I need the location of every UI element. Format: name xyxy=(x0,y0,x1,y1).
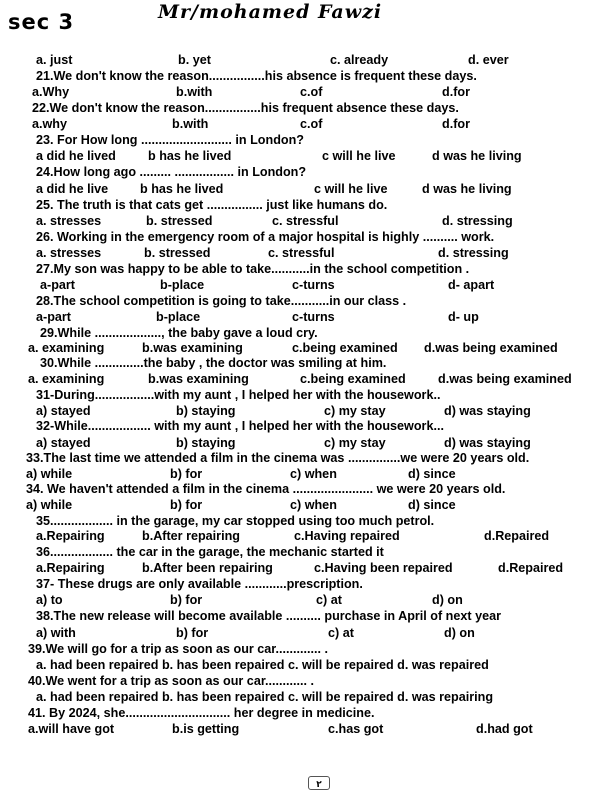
question-text: 24.How long ago ......... ................. in London? xyxy=(36,165,307,179)
answer-option: d- up xyxy=(448,310,479,324)
answer-option: d.Repaired xyxy=(484,529,550,543)
answer-option: b.is getting xyxy=(172,722,240,736)
question-text: a. had been repaired b. has been repaired c. will be repaired d. was repaired xyxy=(36,658,489,672)
answer-option: a.why xyxy=(32,117,67,131)
question-text: 35.................. in the garage, my car stopped using too much petrol. xyxy=(36,514,435,528)
answer-option: a. examining xyxy=(28,341,105,355)
question-text: 29.While ..................., the baby gave a loud cry. xyxy=(40,326,318,340)
question-line xyxy=(0,513,612,529)
answer-choices-row xyxy=(0,592,612,608)
answer-option: d) was staying xyxy=(444,404,531,418)
answer-option: d) on xyxy=(444,626,475,640)
answer-option: d) was staying xyxy=(444,436,531,450)
question-text: 30.While ..............the baby , the doctor was smiling at him. xyxy=(40,356,387,370)
answer-option: d.for xyxy=(442,85,470,99)
question-text: 26. Working in the emergency room of a major hospital is highly .......... work. xyxy=(36,230,495,244)
answer-option: b.After repairing xyxy=(142,529,240,543)
answer-option: c) my stay xyxy=(324,404,386,418)
question-line xyxy=(0,641,612,657)
answer-choices-row xyxy=(0,625,612,641)
answer-option: c.being examined xyxy=(300,372,406,386)
answer-option: c will he live xyxy=(322,149,396,163)
question-line xyxy=(0,293,612,309)
question-line xyxy=(0,261,612,277)
question-line xyxy=(0,450,612,466)
question-text: 23. For How long .......................... in London? xyxy=(36,133,304,147)
answer-option: c.being examined xyxy=(292,341,398,355)
answer-option: d was he living xyxy=(432,149,522,163)
answer-option: c) when xyxy=(290,498,337,512)
answer-option: c) when xyxy=(290,467,337,481)
answer-choices-row xyxy=(0,721,612,737)
question-line xyxy=(0,576,612,592)
question-text: 21.We don't know the reason................his absence is frequent these days. xyxy=(36,69,477,83)
answer-option: d. stressing xyxy=(442,214,513,228)
question-line xyxy=(0,481,612,497)
question-line xyxy=(0,229,612,245)
answer-option: d.for xyxy=(442,117,470,131)
answer-option: d) since xyxy=(408,467,456,481)
question-text: 25. The truth is that cats get ................ just like humans do. xyxy=(36,198,388,212)
answer-choices-row xyxy=(0,371,612,387)
answer-choices-row xyxy=(0,84,612,100)
answer-option: a. stresses xyxy=(36,246,102,260)
answer-option: c-turns xyxy=(292,278,335,292)
answer-option: c.Having repaired xyxy=(294,529,400,543)
answer-option: a.will have got xyxy=(28,722,115,736)
question-text: 33.The last time we attended a film in the cinema was ...............we were 20 years old. xyxy=(26,451,530,465)
question-line xyxy=(0,355,612,371)
answer-option: a) while xyxy=(26,467,73,481)
answer-option: a.Repairing xyxy=(36,561,105,575)
answer-option: b.was examining xyxy=(142,341,243,355)
answer-option: d.was being examined xyxy=(438,372,572,386)
answer-choices-row xyxy=(0,52,612,68)
answer-option: b. yet xyxy=(178,53,211,67)
answer-option: a.Why xyxy=(32,85,70,99)
answer-option: a. stresses xyxy=(36,214,102,228)
answer-option: b. stressed xyxy=(146,214,213,228)
question-text: 22.We don't know the reason................his frequent absence these days. xyxy=(32,101,459,115)
question-text: 39.We will go for a trip as soon as our car............. . xyxy=(28,642,328,656)
question-line xyxy=(0,325,612,341)
answer-option: a did he lived xyxy=(36,149,116,163)
answer-option: a) stayed xyxy=(36,404,91,418)
answer-option: d.Repaired xyxy=(498,561,564,575)
question-text: 41. By 2024, she.............................. her degree in medicine. xyxy=(28,706,375,720)
answer-option: b. stressed xyxy=(144,246,211,260)
section-label: sec 3 xyxy=(8,10,75,34)
answer-option: b-place xyxy=(156,310,201,324)
answer-option: c. stressful xyxy=(268,246,335,260)
answer-option: c.Having been repaired xyxy=(314,561,453,575)
answer-option: b.with xyxy=(176,85,213,99)
question-text: a. had been repaired b. has been repaired c. will be repaired d. was repairing xyxy=(36,690,494,704)
question-line xyxy=(0,68,612,84)
answer-option: a) stayed xyxy=(36,436,91,450)
answer-choices-row xyxy=(0,309,612,325)
answer-choices-row xyxy=(0,528,612,544)
question-line xyxy=(0,544,612,560)
question-line xyxy=(0,387,612,403)
answer-option: d was he living xyxy=(422,182,512,196)
question-line xyxy=(0,689,612,705)
question-text: 34. We haven't attended a film in the cinema ....................... we were 20 years old. xyxy=(26,482,506,496)
answer-option: a. examining xyxy=(28,372,105,386)
answer-option: b.was examining xyxy=(148,372,249,386)
answer-option: a-part xyxy=(36,310,71,324)
answer-option: c. already xyxy=(330,53,389,67)
question-text: 27.My son was happy to be able to take...........in the school competition . xyxy=(36,262,470,276)
question-line xyxy=(0,164,612,180)
answer-option: d) on xyxy=(432,593,463,607)
question-line xyxy=(0,418,612,434)
question-line xyxy=(0,705,612,721)
answer-option: a did he live xyxy=(36,182,109,196)
question-text: 32-While.................. with my aunt , I helped her with the housework... xyxy=(36,419,444,433)
answer-option: a. just xyxy=(36,53,73,67)
question-line xyxy=(0,100,612,116)
question-line xyxy=(0,608,612,624)
answer-choices-row xyxy=(0,245,612,261)
answer-choices-row xyxy=(0,213,612,229)
answer-option: c-turns xyxy=(292,310,335,324)
answer-option: b has he lived xyxy=(140,182,224,196)
answer-option: c.of xyxy=(300,117,323,131)
answer-option: b-place xyxy=(160,278,205,292)
answer-choices-row xyxy=(0,435,612,451)
author-name: Mr/mohamed Fawzi xyxy=(158,1,383,23)
answer-option: b) for xyxy=(170,593,203,607)
question-line xyxy=(0,673,612,689)
answer-option: c) at xyxy=(316,593,342,607)
answer-option: d.had got xyxy=(476,722,533,736)
question-text: 36.................. the car in the garage, the mechanic started it xyxy=(36,545,384,559)
answer-option: c) my stay xyxy=(324,436,386,450)
answer-option: b.with xyxy=(172,117,209,131)
answer-option: b) staying xyxy=(176,436,236,450)
answer-option: b) for xyxy=(170,467,203,481)
answer-option: c.of xyxy=(300,85,323,99)
answer-choices-row xyxy=(0,116,612,132)
answer-choices-row xyxy=(0,148,612,164)
answer-choices-row xyxy=(0,497,612,513)
question-line xyxy=(0,197,612,213)
answer-option: b) for xyxy=(170,498,203,512)
answer-option: c) at xyxy=(328,626,354,640)
answer-option: a.Repairing xyxy=(36,529,105,543)
answer-choices-row xyxy=(0,340,612,356)
answer-option: b has he lived xyxy=(148,149,232,163)
answer-option: a) to xyxy=(36,593,63,607)
answer-option: b) for xyxy=(176,626,209,640)
question-text: 40.We went for a trip as soon as our car............ . xyxy=(28,674,315,688)
question-text: 38.The new release will become available .......... purchase in April of next year xyxy=(36,609,501,623)
answer-option: c.has got xyxy=(328,722,384,736)
answer-option: b) staying xyxy=(176,404,236,418)
answer-choices-row xyxy=(0,277,612,293)
answer-option: d) since xyxy=(408,498,456,512)
answer-option: c. stressful xyxy=(272,214,339,228)
question-line xyxy=(0,132,612,148)
answer-option: d. stressing xyxy=(438,246,509,260)
answer-option: b.After been repairing xyxy=(142,561,273,575)
question-text: 28.The school competition is going to take...........in our class . xyxy=(36,294,407,308)
answer-choices-row xyxy=(0,466,612,482)
answer-choices-row xyxy=(0,181,612,197)
answer-option: d- apart xyxy=(448,278,495,292)
answer-choices-row xyxy=(0,403,612,419)
answer-option: c will he live xyxy=(314,182,388,196)
question-text: 31-During.................with my aunt , I helped her with the housework.. xyxy=(36,388,441,402)
answer-choices-row xyxy=(0,560,612,576)
question-text: 37- These drugs are only available ............prescription. xyxy=(36,577,363,591)
answer-option: a) while xyxy=(26,498,73,512)
page-number: ٢ xyxy=(308,776,330,790)
answer-option: a-part xyxy=(40,278,75,292)
question-line xyxy=(0,657,612,673)
answer-option: a) with xyxy=(36,626,76,640)
answer-option: d. ever xyxy=(468,53,509,67)
answer-option: d.was being examined xyxy=(424,341,558,355)
